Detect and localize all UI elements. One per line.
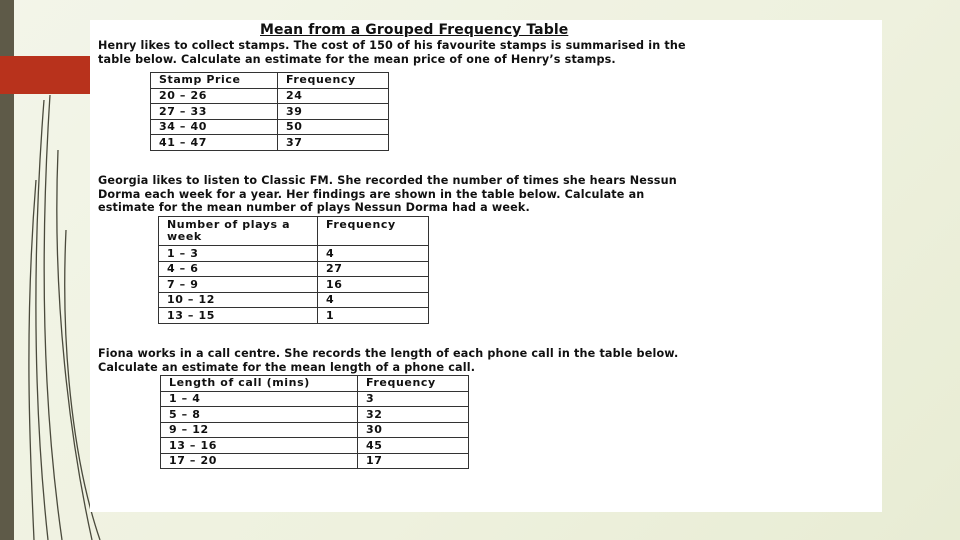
table-row: [159, 277, 429, 293]
question-2-line-3: estimate for the mean number of plays Nessun Dorma had a week.: [98, 201, 530, 214]
table-header-row: [151, 73, 389, 89]
question-1-line-2: table below. Calculate an estimate for the mean price of one of Henry’s stamps.: [98, 52, 616, 66]
question-2-text: [98, 174, 868, 215]
table-row: [161, 422, 469, 438]
question-1-text: [98, 39, 868, 66]
table-cell: 45: [358, 438, 469, 454]
question-3-line-1: Fiona works in a call centre. She records the length of each phone call in the table below.: [98, 347, 679, 360]
question-3-text: [98, 347, 868, 374]
question-2-line-1: Georgia likes to listen to Classic FM. She recorded the number of times she hears Nessun: [98, 174, 677, 187]
table-cell: 10 – 12: [159, 292, 318, 308]
question-3-line-2: Calculate an estimate for the mean length of a phone call.: [98, 360, 476, 374]
table-cell: 17 – 20: [161, 453, 358, 469]
table-cell: 34 – 40: [151, 119, 278, 135]
table-cell: 27: [318, 261, 429, 277]
table-row: [161, 453, 469, 469]
table-header-row: [161, 376, 469, 392]
table-cell: 13 – 15: [159, 308, 318, 324]
table-cell: 17: [358, 453, 469, 469]
table-cell: 9 – 12: [161, 422, 358, 438]
column-header: Frequency: [318, 217, 429, 246]
table-cell: 4: [318, 246, 429, 262]
column-header: Frequency: [358, 376, 469, 392]
table-cell: 32: [358, 407, 469, 423]
column-header: Frequency: [278, 73, 389, 89]
table-row: [151, 119, 389, 135]
table-row: [159, 308, 429, 324]
table-row: [161, 438, 469, 454]
table-cell: 1: [318, 308, 429, 324]
call-length-table: [160, 375, 469, 469]
column-header: Stamp Price: [151, 73, 278, 89]
table-row: [159, 261, 429, 277]
table-cell: 5 – 8: [161, 407, 358, 423]
question-1-line-1: Henry likes to collect stamps. The cost of 150 of his favourite stamps is summarised in the: [98, 39, 686, 52]
stamp-price-table: [150, 72, 389, 151]
table-row: [161, 407, 469, 423]
column-header: Length of call (mins): [161, 376, 358, 392]
table-cell: 13 – 16: [161, 438, 358, 454]
table-cell: 41 – 47: [151, 135, 278, 151]
table-row: [151, 88, 389, 104]
page-title: Mean from a Grouped Frequency Table: [260, 22, 569, 38]
question-2-line-2: Dorma each week for a year. Her findings are shown in the table below. Calculate an: [98, 187, 645, 201]
table-cell: 7 – 9: [159, 277, 318, 293]
table-cell: 16: [318, 277, 429, 293]
table-cell: 20 – 26: [151, 88, 278, 104]
worksheet: [90, 20, 882, 512]
table-cell: 27 – 33: [151, 104, 278, 120]
table-row: [151, 135, 389, 151]
column-header: Number of plays a week: [159, 217, 318, 246]
table-row: [159, 292, 429, 308]
table-cell: 4 – 6: [159, 261, 318, 277]
table-cell: 3: [358, 391, 469, 407]
table-cell: 30: [358, 422, 469, 438]
table-cell: 1 – 4: [161, 391, 358, 407]
table-row: [151, 104, 389, 120]
table-cell: 50: [278, 119, 389, 135]
table-cell: 37: [278, 135, 389, 151]
table-row: [161, 391, 469, 407]
table-cell: 1 – 3: [159, 246, 318, 262]
table-cell: 39: [278, 104, 389, 120]
table-cell: 24: [278, 88, 389, 104]
table-row: [159, 246, 429, 262]
table-header-row: [159, 217, 429, 246]
plays-per-week-table: [158, 216, 429, 324]
table-cell: 4: [318, 292, 429, 308]
